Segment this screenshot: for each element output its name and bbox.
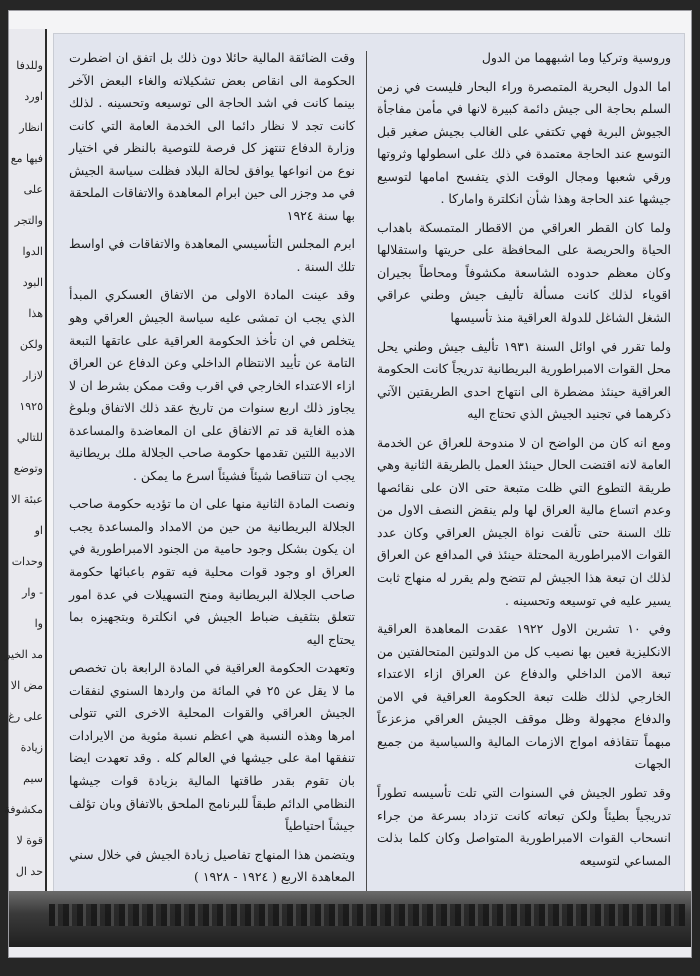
paragraph: ونصت المادة الثانية منها على ان ما تؤديه حكومة صاحب الجلالة البريطانية من حين من الامداد والمساعدة يجب ان يكون بشكل وجود حامية من الجنود الامبراطورية في العراق او وجود قوات محلية فيه تقوم باعبائها حكومة صاحب الجلالة البريطانية ومنح التسهيلات في عدة امور تتعلق بتثقيف ضباط الجيش في انكلترة وبتجهيزه بما يحتاج اليه [69,496,355,647]
previous-page-fragment: اورد [24,90,43,103]
paragraph: وروسية وتركيا وما اشبههما من الدول [481,50,671,65]
previous-page-fragment: وللدفا [16,59,43,72]
previous-page-fragment: عبئة الا [11,493,43,506]
paragraph: اما الدول البحرية المتمصرة وراء البحار فليست في زمن السلم بحاجة الى جيش دائمة كبيرة لانها في مأمن مفاجأة الجيوش البرية فهي تكتفي على الغالب بجيش صغير قبل التوسع عند الحاجة معتمدة في ذلك على اسطولها وثروتها ورقي شعبها ومجال الوقت الذي يتفسح امامها لتوسيع جيشها عند الحاجة وهذا شأن انكلترة واماركا . [377,78,671,207]
paragraph: وفي ١٠ تشرين الاول ١٩٢٢ عقدت المعاهدة العراقية الانكليزية فعين بها نصيب كل من الدولتين المتحالفتين من تبعة الامن الداخلي والدفاع عن العراق ازاء الاعتداء الخارجي لذلك ظلت تبعة الحكومة العراقية في الامن والدفاع مجهولة وظل موقف الجيش العراقي مزعزعاً مبهماً تتقاذفه امواج الازمات المالية والسياسية من جميع الجهات [377,621,671,772]
previous-page-fragment: وا [34,617,43,630]
previous-page-fragment: للتالي [16,431,43,444]
paragraph: ولما تقرر في اوائل السنة ١٩٣١ تأليف جيش وطني يحل محل القوات الامبراطورية البريطانية تدريجاً كانت الحكومة العراقية حينئذ مضطرة الى انتهاج احدى الطريقتين الآتي ذكرهما في تجنيد الجيش الذي تحتاج اليه [377,338,671,422]
binding-stripe [49,904,685,926]
previous-page-fragment: الدوا [22,245,43,258]
previous-page-fragment: وحدات [11,555,43,568]
previous-page-fragment: قوة لا [16,834,43,847]
previous-page-fragment: انظار [19,121,43,134]
previous-page-fragment: سيم [23,772,43,785]
previous-page-fragment: على رغ [8,710,43,723]
previous-page-fragment: ولكن [19,338,43,351]
paragraph: وقد عينت المادة الاولى من الاتفاق العسكري المبدأ الذي يجب ان تمشى عليه سياسة الجيش العراقي وهو يتخلص في ان تأخذ الحكومة العراقية على عاتقها التبعة التامة عن تأييد الانتظام الداخلي وعن الدفاع عن العراق ازاء الاعتداء الخارجي في اقرب وقت ممكن بشرط ان لا يجاوز ذلك اربع سنوات من تاريخ عقد ذلك الاتفاق وبلوغ هذه الغاية قد تم الاتفاق على ان المعاضدة والمساعدة الادبية اللتين تقدمها حكومة صاحب الجلالة ملك بريطانية يجب ان تتناقصا شيئاً فشيئاً اسرع ما يمكن . [69,287,355,483]
previous-page-fragment: هذا [28,307,43,320]
previous-page-fragment: فيها مع [10,152,43,165]
previous-page-fragment: والتجر [14,214,43,227]
previous-page-fragment: وتوضع [13,462,43,475]
previous-page-fragment: ١٩٢٥ [19,400,43,413]
paragraph: ابرم المجلس التأسيسي المعاهدة والاتفاقات في اواسط تلك السنة . [69,236,355,274]
paragraph: ومع انه كان من الواضح ان لا مندوحة للعراق عن الخدمة العامة لانه اقتضت الحال حينئذ العمل بالطريقة الثانية وهي طريقة التطوع التي ظلت متبعة حتى الان على نقائصها وعدم اتساع مالية العراق لها ولم ينقض النصف الاول من تلك السنة حتى تألفت نواة الجيش العراقي وكان عدد القوات الامبراطورية المحتلة حينئذ في المدافع عن العراق لذلك ان تبعة هذا الجيش لم تتضح ولم يقرر له منهاج ثابت يسير عليه في توسيعه وتحسينه . [377,434,671,608]
previous-page-fragment: لازار [23,369,43,382]
previous-page-edge [4,29,47,899]
previous-page-fragment: زيادة [20,741,43,754]
paragraph: ويتضمن هذا المنهاج تفاصيل زيادة الجيش في خلال سني المعاهدة الاربع ( ١٩٢٤ - ١٩٢٨ ) [69,846,355,885]
previous-page-fragment: على [23,183,43,196]
previous-page-fragment: - وار [22,586,43,599]
previous-page-fragment: مد الخير [4,648,43,661]
page-bottom-edge [9,947,691,957]
paragraph: وقد تطور الجيش في السنوات التي تلت تأسيسه تطوراً تدريجياً بطيئاً ولكن تبعاته كانت تزداد بسرعة من جراء انسحاب القوات الامبراطورية المتواصل وكان كلما بذلت المساعي لتوسيعه [377,784,671,868]
previous-page-fragment: او [34,524,43,537]
previous-page-fragment: مكشوفة [4,803,43,816]
previous-page-fragment: حد ال [15,865,43,878]
document-page [53,33,685,899]
paragraph: ولما كان القطر العراقي من الاقطار المتمسكة باهداب الحياة والحريصة على المحافظة على حريتها واستقلالها وكان معظم حدوده الشاسعة مكشوفاً ومحاطاً بجيران اقوياء لذلك كانت مسألة تأليف جيش وطني عراقي الشغل الشاغل للدولة العراقية منذ تأسيسها [377,219,671,326]
paragraph: وتعهدت الحكومة العراقية في المادة الرابعة بان تخصص ما لا يقل عن ٢٥ في المائة من واردها السنوي لنفقات الجيش العراقي والقوات المحلية الاخرى التي تتولى امرها وهذه النسبة هي اعظم نسبة مئوية من الايرادات تنفقها امة على جيشها في العالم كله . وقد تعهدت ايضا بان تقوم بقدر طاقتها المالية بزيادة قوات جيشها النظامي الدائم طبقاً للبرنامج الملحق بالاتفاق وبان تؤلف جيشاً احتياطياً [69,660,355,834]
left-column [69,47,355,889]
previous-page-fragment: البود [22,276,43,289]
previous-page-fragment: مض الا [10,679,43,692]
column-divider [366,51,367,891]
right-column [377,47,671,872]
scan-frame [4,10,692,958]
paragraph: وقت الضائقة المالية حائلا دون ذلك بل اتفق ان اضطرت الحكومة الى انقاص بعض تشكيلاته والغاء البعض الآخر بينما كانت في اشد الحاجة الى توسيعه وتحسينه . لذلك كانت تجد لا نظار دائما الى الخدمة العامة التي كانت وزارة الدفاع تنتهز كل فرصة للتوصية بالنظر في اختيار نوع من انواعها يوافق لحالة البلاد فظلت سياسة الجيش في مد وجزر الى حين ابرام المعاهدة والاتفاقات الملحقة بها سنة ١٩٢٤ [69,50,355,223]
